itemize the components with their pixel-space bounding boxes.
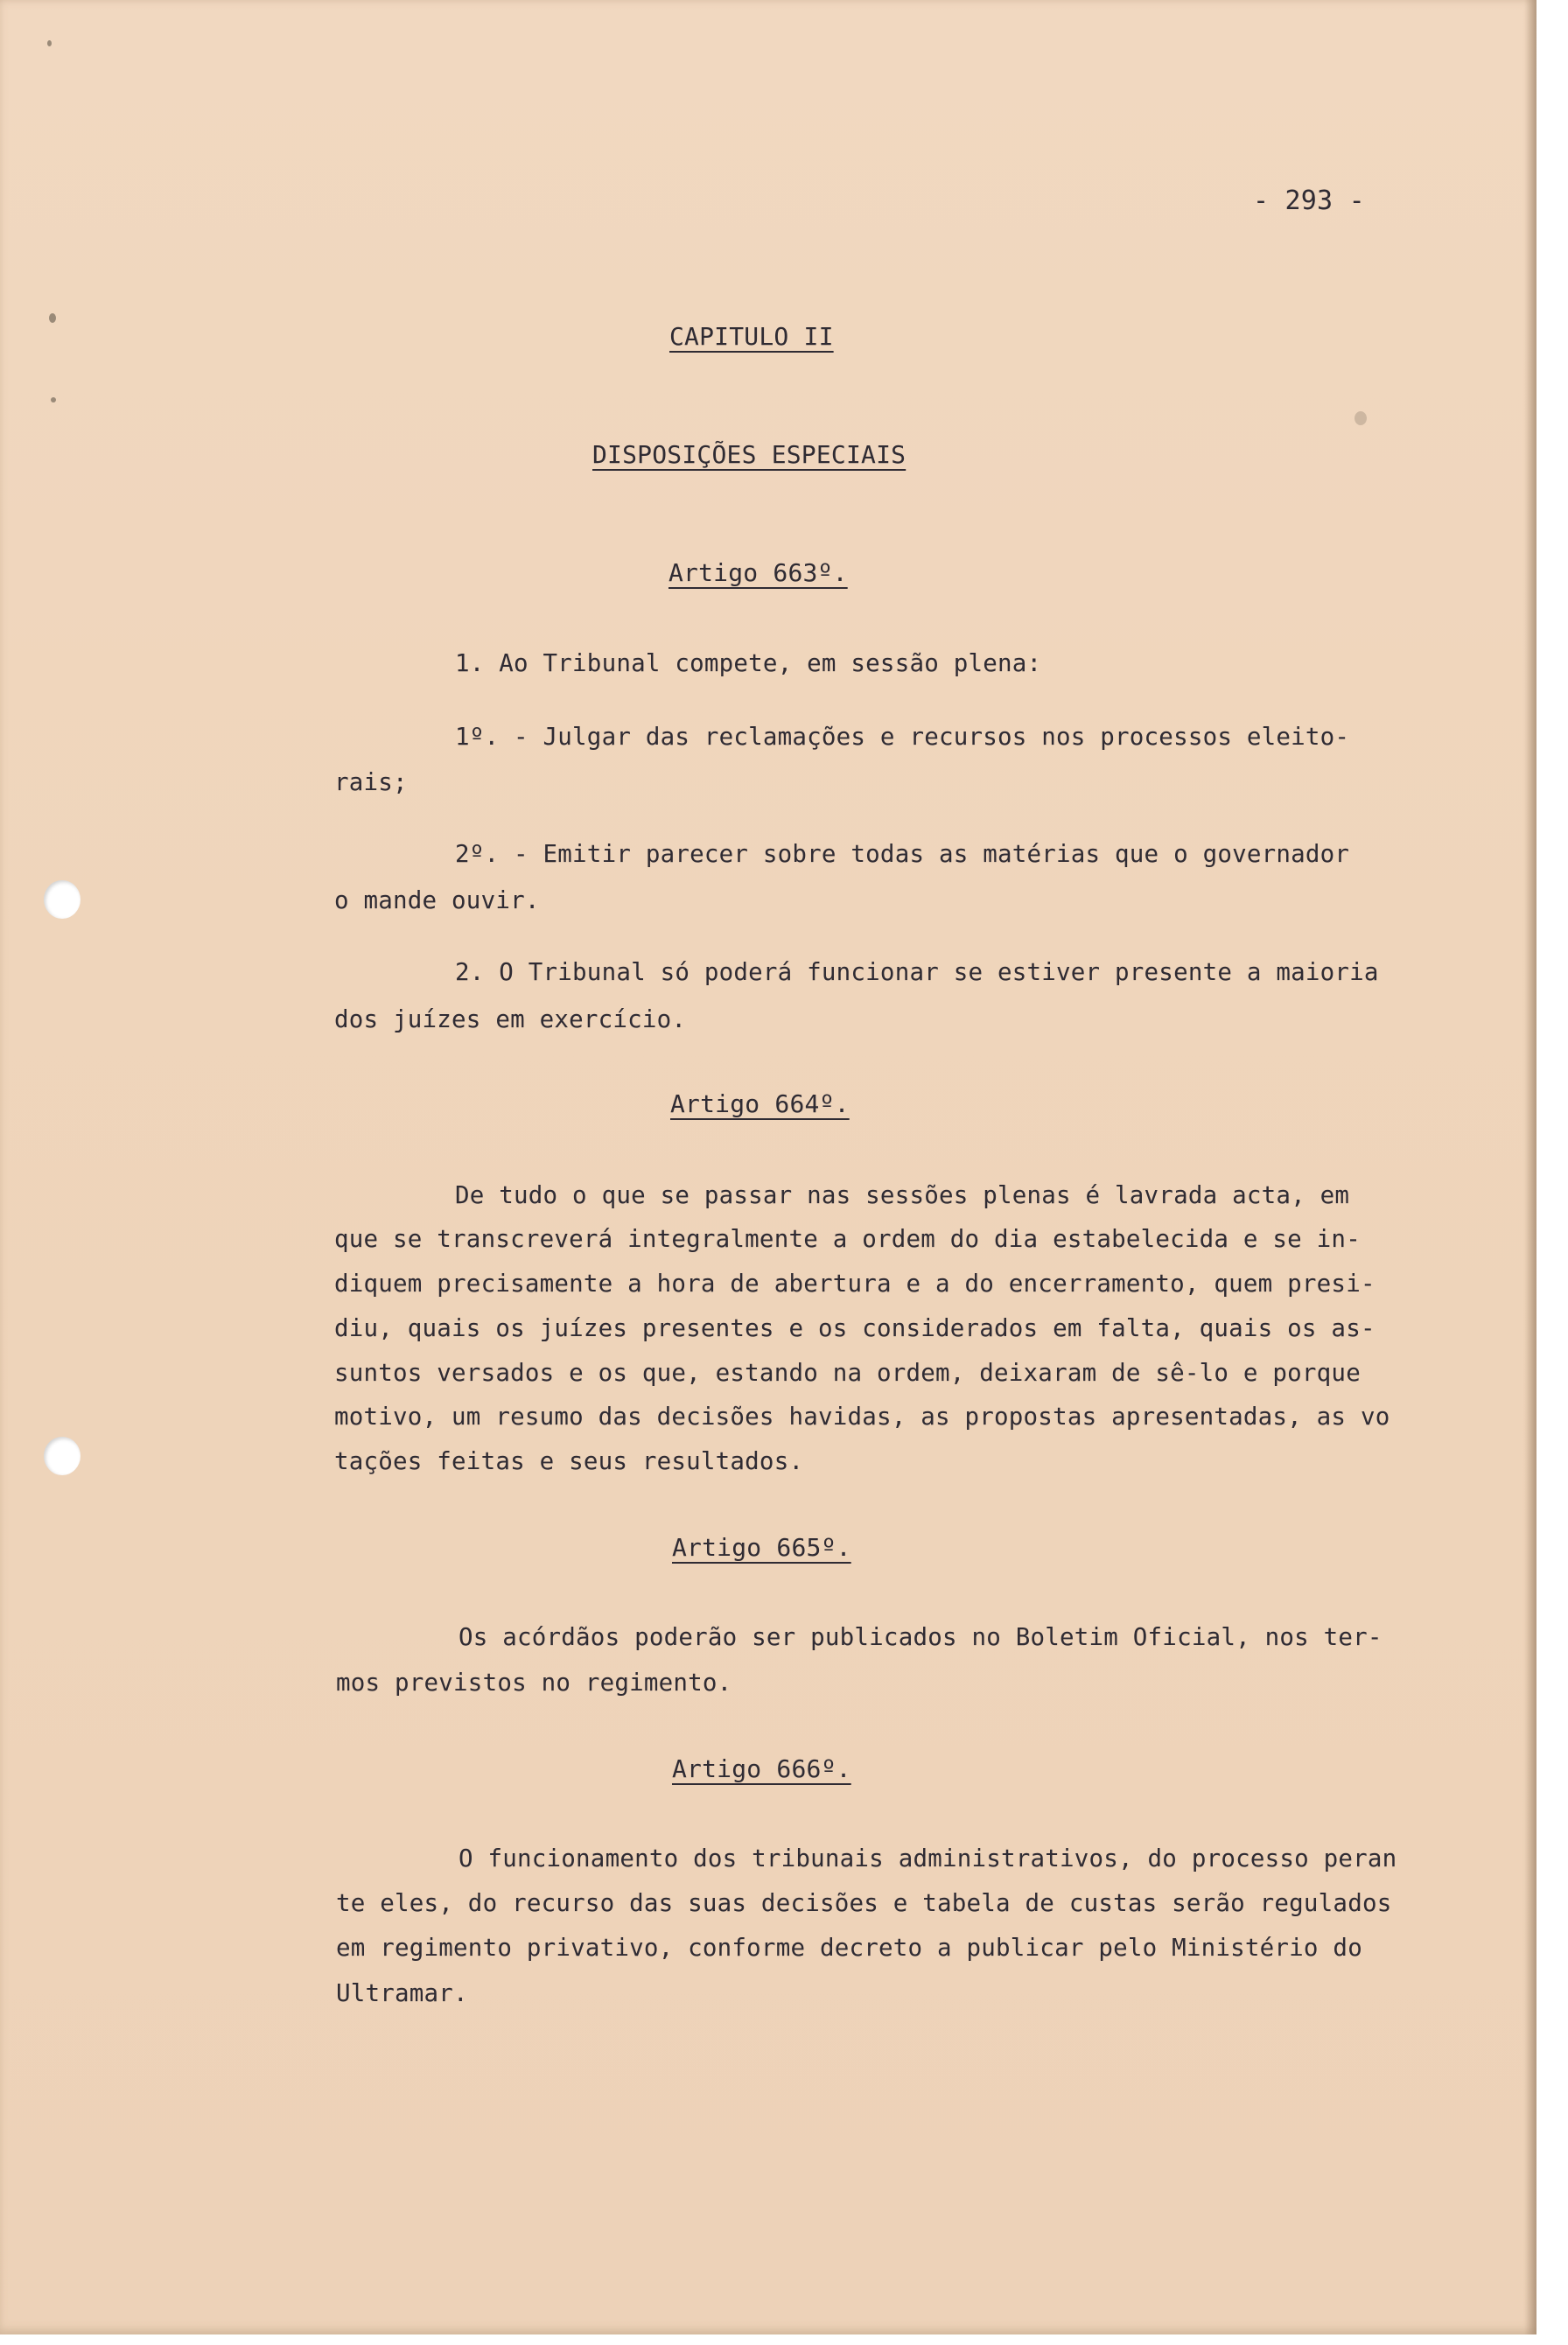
page-edge-shadow <box>1524 0 1536 2334</box>
paragraph-line: suntos versados e os que, estando na ordem, deixaram de sê-lo e porque <box>334 1359 1361 1387</box>
paper-speck <box>49 313 56 323</box>
article-heading: Artigo 666º. <box>672 1754 851 1783</box>
paper-speck <box>1354 411 1367 425</box>
paragraph-line: te eles, do recurso das suas decisões e tabela de custas serão regulados <box>336 1889 1392 1917</box>
paragraph-line: tações feitas e seus resultados. <box>334 1447 804 1475</box>
paragraph-line: motivo, um resumo das decisões havidas, as propostas apresentadas, as vo <box>334 1403 1390 1431</box>
paragraph-line: De tudo o que se passar nas sessões plenas é lavrada acta, em <box>455 1181 1350 1209</box>
paragraph-line: diu, quais os juízes presentes e os considerados em falta, quais os as- <box>334 1314 1376 1342</box>
paragraph-line: rais; <box>334 768 408 796</box>
article-heading: Artigo 663º. <box>668 558 848 587</box>
punch-hole <box>44 1437 80 1475</box>
page-number: - 293 - <box>1253 186 1365 216</box>
section-title: DISPOSIÇÕES ESPECIAIS <box>592 440 906 469</box>
paragraph-line: mos previstos no regimento. <box>336 1669 732 1697</box>
paragraph-line: Os acórdãos poderão ser publicados no Boletim Oficial, nos ter- <box>458 1623 1382 1651</box>
paragraph-line: o mande ouvir. <box>334 886 540 914</box>
paragraph-line: em regimento privativo, conforme decreto a publicar pelo Ministério do <box>336 1934 1362 1962</box>
paragraph-line: 1º. - Julgar das reclamações e recursos nos processos eleito- <box>455 723 1350 751</box>
punch-hole <box>44 880 80 919</box>
paragraph-line: 1. Ao Tribunal compete, em sessão plena: <box>455 649 1042 677</box>
paragraph-line: Ultramar. <box>336 1979 468 2007</box>
article-heading: Artigo 664º. <box>670 1089 850 1118</box>
paragraph-line: 2º. - Emitir parecer sobre todas as matérias que o governador <box>455 840 1350 868</box>
article-heading: Artigo 665º. <box>672 1533 851 1562</box>
chapter-title: CAPITULO II <box>669 322 834 351</box>
paragraph-line: 2. O Tribunal só poderá funcionar se estiver presente a maioria <box>455 958 1379 986</box>
paragraph-line: que se transcreverá integralmente a ordem do dia estabelecida e se in- <box>334 1225 1361 1253</box>
paragraph-line: O funcionamento dos tribunais administrativos, do processo peran <box>458 1844 1397 1872</box>
paragraph-line: diquem precisamente a hora de abertura e a do encerramento, quem presi- <box>334 1270 1376 1298</box>
paper-speck <box>47 40 52 46</box>
paper-speck <box>51 397 56 402</box>
paragraph-line: dos juízes em exercício. <box>334 1005 687 1033</box>
